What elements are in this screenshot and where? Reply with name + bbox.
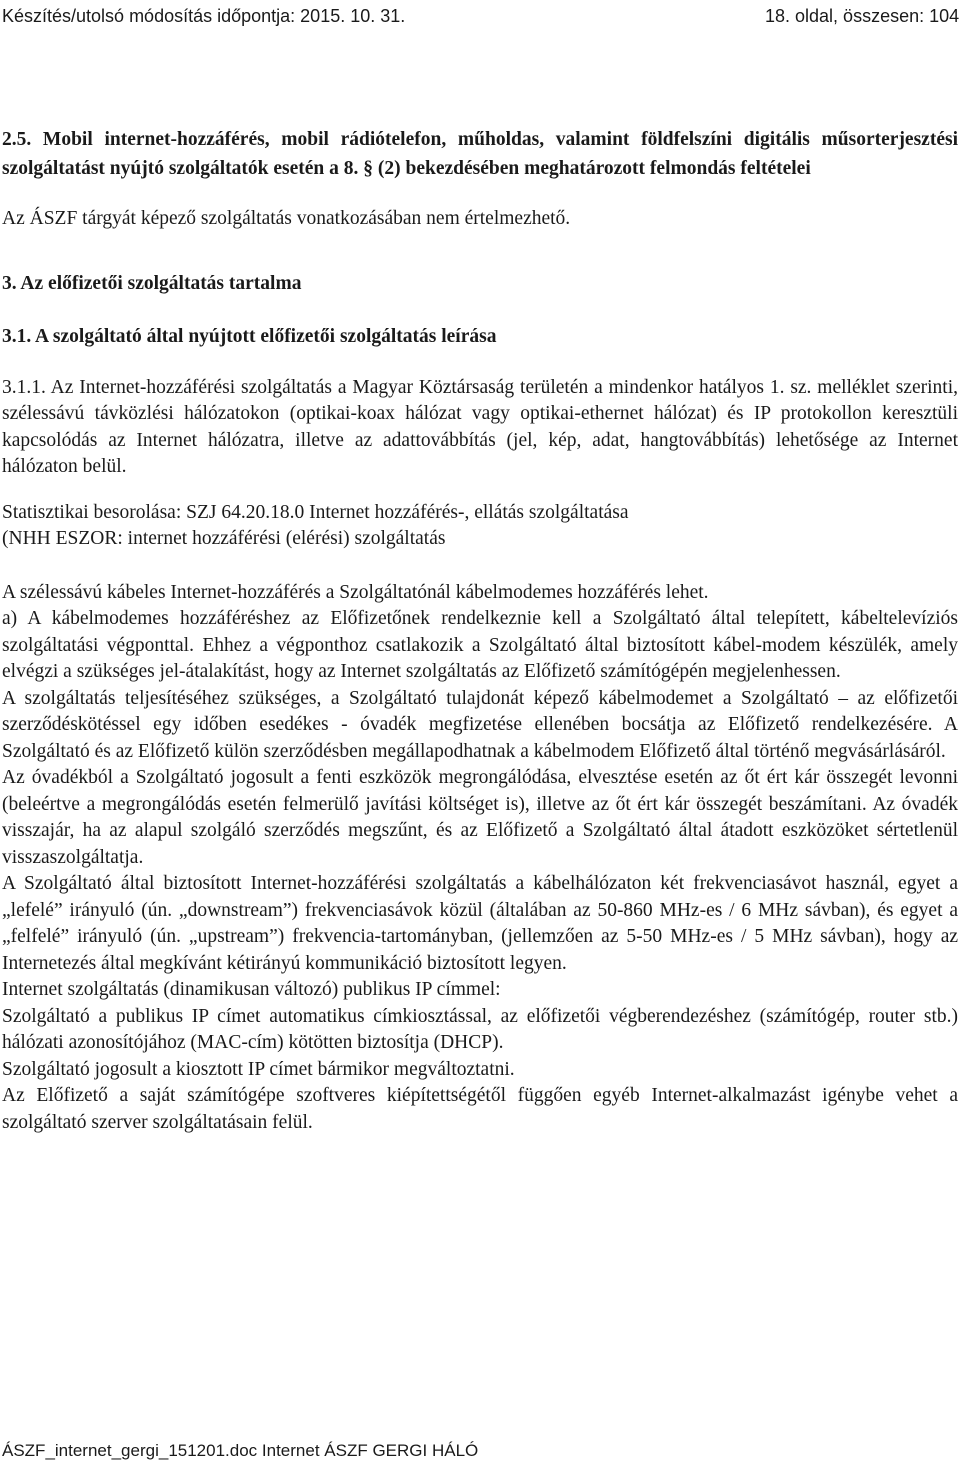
paragraph-deposit-usage: Az óvadékból a Szolgáltató jogosult a fenti eszközök megrongálódása, elvesztése esetén az őt ért kár összegét levonni (beleértve a megrongálódás esetén felmerülő javítási költséget is), illetve az őt ért kár összegét beszámítani. Az óvadék visszajár, ha az alapul szolgáló szerződés megszűnt, és az Előfizető a Szolgáltató által átadott eszközöket sértetlenül visszaszolgáltatja. bbox=[2, 767, 958, 868]
paragraph-public-ip-heading: Internet szolgáltatás (dinamikusan változó) publikus IP címmel: bbox=[2, 979, 501, 1000]
section-3-1-1-body: 3.1.1. Az Internet-hozzáférési szolgáltatás a Magyar Köztársaság területén a mindenkor hatályos 1. sz. melléklet szerinti, szélessávú távközlési hálózatokon (optikai-koax hálózat vagy optikai-ethernet hálózat) és IP protokollon keresztüli kapcsolódás az Internet hálózatra, illetve az adattovábbítás (jel, kép, adat, hangtovábbítás) lehetősége az Internet hálózaton belül. bbox=[2, 376, 958, 477]
body-paragraphs bbox=[2, 580, 958, 1137]
section-3-title: 3. Az előfizetői szolgáltatás tartalma bbox=[2, 272, 302, 294]
stat-classification-line1: Statisztikai besorolása: SZJ 64.20.18.0 Internet hozzáférés-, ellátás szolgáltatása bbox=[2, 501, 629, 523]
paragraph-frequency-bands: A Szolgáltató által biztosított Internet-hozzáférési szolgáltatás a kábelhálózaton két frekvenciasávot használ, egyet a „lefelé” irányuló (ún. „downstream”) frekvenciasávok közül (általában az 50-860 MHz-es / 6 MHz sávban), és egyet a „felfelé” irányuló (ún. „upstream”) frekvencia-tartományban, (jellemzően az 5-50 MHz-es / 5 MHz sávban), hogy az Internetezés által megkívánt kétirányú kommunikáció biztosított legyen. bbox=[2, 873, 958, 974]
footer-document-name: ÁSZF_internet_gergi_151201.doc Internet ÁSZF GERGI HÁLÓ bbox=[2, 1441, 479, 1460]
paragraph-ip-change: Szolgáltató jogosult a kiosztott IP címet bármikor megváltoztatni. bbox=[2, 1058, 515, 1080]
stat-classification-line2: (NHH ESZOR: internet hozzáférési (elérési) szolgáltatás bbox=[2, 528, 446, 549]
paragraph-other-applications: Az Előfizető a saját számítógépe szoftveres kiépítettségétől függően egyéb Internet-alkalmazást igénybe vehet a szolgáltató szerver szolgáltatásain felül. bbox=[2, 1085, 958, 1133]
paragraph-cable-access: A szélessávú kábeles Internet-hozzáférés a Szolgáltatónál kábelmodemes hozzáférés lehet. bbox=[2, 581, 709, 603]
section-2-5-body: Az ÁSZF tárgyát képező szolgáltatás vonatkozásában nem értelmezhető. bbox=[2, 208, 571, 229]
paragraph-dhcp: Szolgáltató a publikus IP címet automatikus címkiosztással, az előfizetői végberendezéshez (számítógép, router stb.) hálózati azonosítójához (MAC-cím) kötötten biztosítja (DHCP). bbox=[2, 1005, 958, 1053]
document-body bbox=[2, 125, 958, 1136]
header-timestamp: Készítés/utolsó módosítás időpontja: 2015. 10. 31. bbox=[2, 6, 406, 26]
paragraph-cable-modem-requirement: a) A kábelmodemes hozzáféréshez az Előfizetőnek rendelkeznie kell a Szolgáltató által telepített, kábeltelevíziós szolgáltatási végponttal. Ehhez a végponthoz csatlakozik a Szolgáltató által biztosított kábel-modem készülék, amely elvégzi a szükséges jel-átalakítást, hogy az Internet szolgáltatás az Előfizető számítógépén megjelenhessen. bbox=[2, 608, 958, 682]
paragraph-modem-deposit: A szolgáltatás teljesítéséhez szükséges, a Szolgáltató tulajdonát képező kábelmodemet a Szolgáltató – az előfizetői szerződéskötéssel egy időben esedékes - óvadék megfizetése ellenében bocsátja az Előfizető rendelkezésére. A Szolgáltató és az Előfizető külön szerződésben megállapodhatnak a kábelmodem Előfizető által történő megvásárlásáról. bbox=[2, 687, 958, 762]
header-page-count: 18. oldal, összesen: 104 bbox=[765, 6, 960, 26]
section-3-1-title: 3.1. A szolgáltató által nyújtott előfizetői szolgáltatás leírása bbox=[2, 325, 497, 347]
section-2-5-title: 2.5. Mobil internet-hozzáférés, mobil rádiótelefon, műholdas, valamint földfelszíni digitális műsorterjesztési szolgáltatást nyújtó szolgáltatók esetén a 8. § (2) bekezdésében meghatározott felmondás feltételei bbox=[2, 129, 958, 179]
